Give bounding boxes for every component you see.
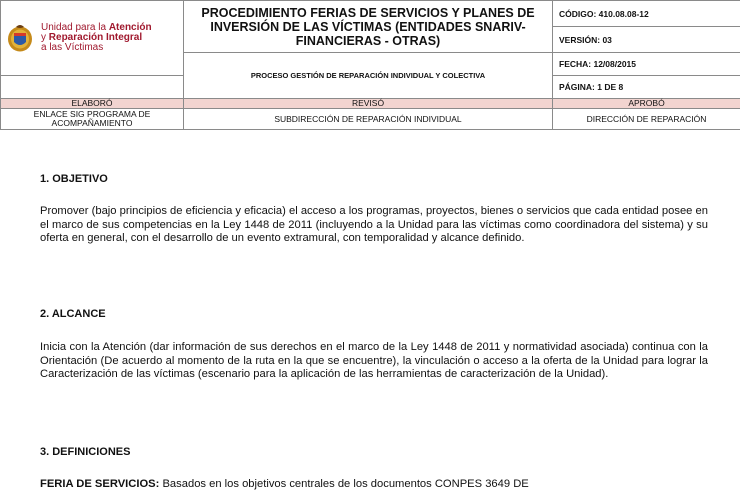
unidad-logo (1, 23, 183, 53)
version: VERSIÓN: 03 (553, 27, 740, 53)
section-alcance-title: 2. ALCANCE (40, 308, 106, 320)
fecha: FECHA: 12/08/2015 (553, 53, 740, 76)
coat-of-arms-icon (7, 23, 33, 53)
aprobo-label: APROBÓ (553, 99, 740, 109)
org-name: Unidad para la Atención y Reparación Integral a las Víctimas (41, 22, 152, 53)
elaboro-value: ENLACE SIG PROGRAMA DE ACOMPAÑAMIENTO (1, 109, 184, 130)
logo-cell-bottom (1, 76, 184, 99)
document-title: PROCEDIMIENTO FERIAS DE SERVICIOS Y PLANES DE INVERSIÓN DE LAS VÍCTIMAS (ENTIDADES SNARIV-FINANCIERAS - OTRAS) (184, 1, 553, 53)
codigo: CÓDIGO: 410.08.08-12 (553, 1, 740, 27)
section-objetivo-title: 1. OBJETIVO (40, 173, 108, 185)
reviso-value: SUBDIRECCIÓN DE REPARACIÓN INDIVIDUAL (184, 109, 553, 130)
elaboro-label: ELABORÓ (1, 99, 184, 109)
document-header-table (0, 0, 740, 130)
logo-cell (1, 1, 184, 76)
section-definiciones-text (40, 478, 708, 492)
reviso-label: REVISÓ (184, 99, 553, 109)
pagina: PÁGINA: 1 DE 8 (553, 76, 740, 99)
definition-body: Basados en los objetivos centrales de los documentos CONPES 3649 DE (159, 478, 529, 490)
section-objetivo-text: Promover (bajo principios de eficiencia y eficacia) el acceso a los programas, proyectos, bienes o servicios que cada entidad posee en el marco de sus competencias en la Ley 1448 de 2011 (incluyendo a la Unidad para las víctimas como coordinadora del sistema) y su oferta en general, con el desarrollo de un evento extramural, con temporalidad y alcance definido. (40, 205, 708, 245)
section-alcance-text: Inicia con la Atención (dar información de sus derechos en el marco de la Ley 1448 de 2011 y normatividad asociada) continua con la Orientación (De acuerdo al momento de la ruta en la que se encuentre), la vinculación o acceso a la oferta de la Unidad para lograr la Caracterización de las víctimas (escenario para la aplicación de las herramientas de caracterización de la Unidad). (40, 341, 708, 381)
section-definiciones-title: 3. DEFINICIONES (40, 446, 131, 458)
process-name: PROCESO GESTIÓN DE REPARACIÓN INDIVIDUAL Y COLECTIVA (184, 53, 553, 99)
aprobo-value: DIRECCIÓN DE REPARACIÓN (553, 109, 740, 130)
definition-term: FERIA DE SERVICIOS: (40, 478, 160, 490)
